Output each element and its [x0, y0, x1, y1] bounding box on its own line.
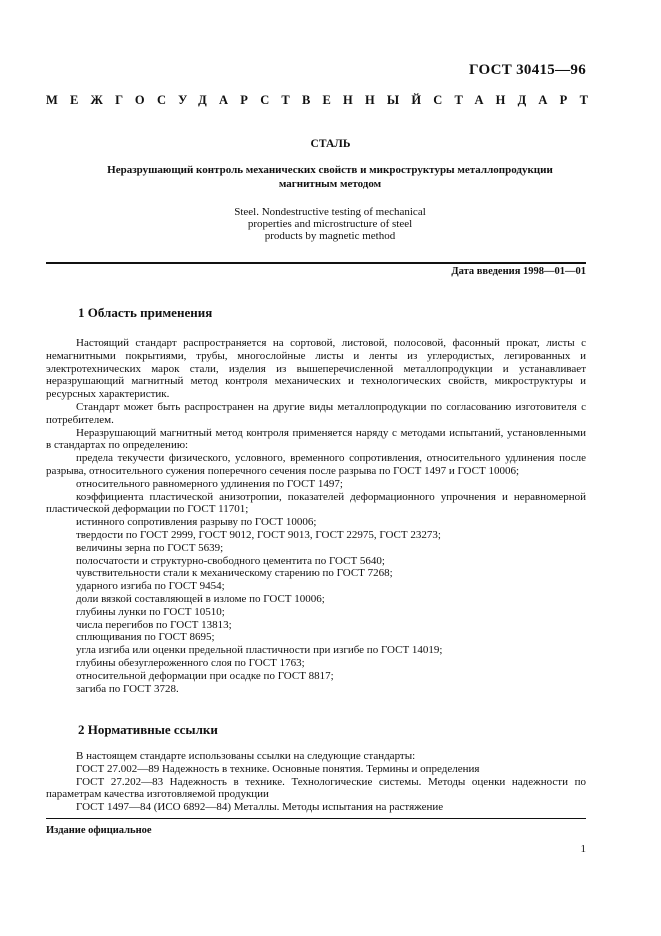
list-item: числа перегибов по ГОСТ 13813; — [76, 618, 232, 631]
banner-word-standard: СТАНДАРТ — [433, 93, 601, 107]
subtitle-line-2: магнитным методом — [278, 178, 382, 190]
list-item: загиба по ГОСТ 3728. — [76, 682, 179, 695]
document-subtitle — [80, 163, 580, 191]
reference-item: ГОСТ 27.002—89 Надежность в технике. Основные понятия. Термины и определения — [76, 762, 480, 775]
english-title-line-3: products by magnetic method — [264, 230, 396, 242]
standard-banner — [46, 93, 601, 108]
english-title-line-2: properties and microstructure of steel — [247, 218, 413, 230]
introduction-date: Дата введения 1998—01—01 — [451, 266, 586, 277]
english-title — [180, 206, 480, 242]
paragraph: Стандарт может быть распространен на другие виды металлопродукции по согласованию изготовителя с потребителем. — [46, 400, 586, 426]
section-2-heading: 2 Нормативные ссылки — [78, 722, 218, 737]
list-item: глубины лунки по ГОСТ 10510; — [76, 605, 225, 618]
list-item: предела текучести физического, условного, временного сопротивления, относительного удлинения после разрыва, относительного сужения поперечного сечения после разрыва по ГОСТ 1497 и ГОСТ 10006; — [46, 452, 586, 477]
list-item: коэффициента пластической анизотропии, показателей деформационного упрочнения и неравномерной пластической деформации по ГОСТ 11701; — [46, 490, 586, 516]
subtitle-line-1: Неразрушающий контроль механических свойств и микроструктуры металлопродукции — [107, 164, 553, 176]
list-item: относительного равномерного удлинения по ГОСТ 1497; — [76, 477, 343, 490]
english-title-line-1: Steel. Nondestructive testing of mechanical — [234, 206, 426, 218]
list-item: истинного сопротивления разрыву по ГОСТ 10006; — [76, 516, 317, 529]
page-number: 1 — [580, 843, 586, 855]
list-item: твердости по ГОСТ 2999, ГОСТ 9012, ГОСТ 9013, ГОСТ 22975, ГОСТ 23273; — [76, 528, 441, 541]
list-item: глубины обезуглероженного слоя по ГОСТ 1763; — [76, 656, 305, 669]
paragraph: Настоящий стандарт распространяется на сортовой, листовой, полосовой, фасонный прокат, листы с немагнитными покрытиями, трубы, многослойные листы и ленты из углеродистых, легированных и электротехнических марок стали, изделия из вышеперечисленной металлопродукции и устанавливает неразрушающий магнитный метод контроля механических и технологических свойств, микроструктуры и ресурсных характеристик. — [46, 337, 586, 401]
list-item: полосчатости и структурно-свободного цементита по ГОСТ 5640; — [76, 554, 385, 567]
official-edition-label: Издание официальное — [46, 825, 152, 836]
banner-word-interstate: МЕЖГОСУДАРСТВЕННЫЙ — [46, 93, 434, 107]
document-title: СТАЛЬ — [310, 138, 351, 150]
footer-divider — [46, 818, 586, 819]
list-item: угла изгиба или оценки предельной пластичности при изгибе по ГОСТ 14019; — [76, 644, 443, 657]
paragraph: Неразрушающий магнитный метод контроля применяется наряду с методами испытаний, установленными в стандартах по определению: — [46, 426, 586, 452]
list-item: чувствительности стали к механическому старению по ГОСТ 7268; — [76, 567, 393, 580]
reference-item: ГОСТ 27.202—83 Надежность в технике. Технологические системы. Методы оценки надежности по параметрам качества изготовляемой продукции — [46, 775, 586, 801]
section-1-body — [46, 337, 586, 695]
reference-item: ГОСТ 1497—84 (ИСО 6892—84) Металлы. Методы испытания на растяжение — [76, 801, 444, 814]
list-item: относительной деформации при осадке по ГОСТ 8817; — [76, 669, 334, 682]
gost-number: ГОСТ 30415—96 — [468, 62, 586, 78]
list-item: доли вязкой составляющей в изломе по ГОСТ 10006; — [76, 592, 325, 605]
list-item: величины зерна по ГОСТ 5639; — [76, 541, 224, 554]
header-divider — [46, 262, 586, 264]
list-item: ударного изгиба по ГОСТ 9454; — [76, 580, 225, 593]
section-1-heading: 1 Область применения — [78, 305, 213, 320]
section-2-body — [46, 750, 586, 814]
paragraph: В настоящем стандарте использованы ссылки на следующие стандарты: — [76, 750, 416, 762]
list-item: сплющивания по ГОСТ 8695; — [76, 631, 215, 644]
